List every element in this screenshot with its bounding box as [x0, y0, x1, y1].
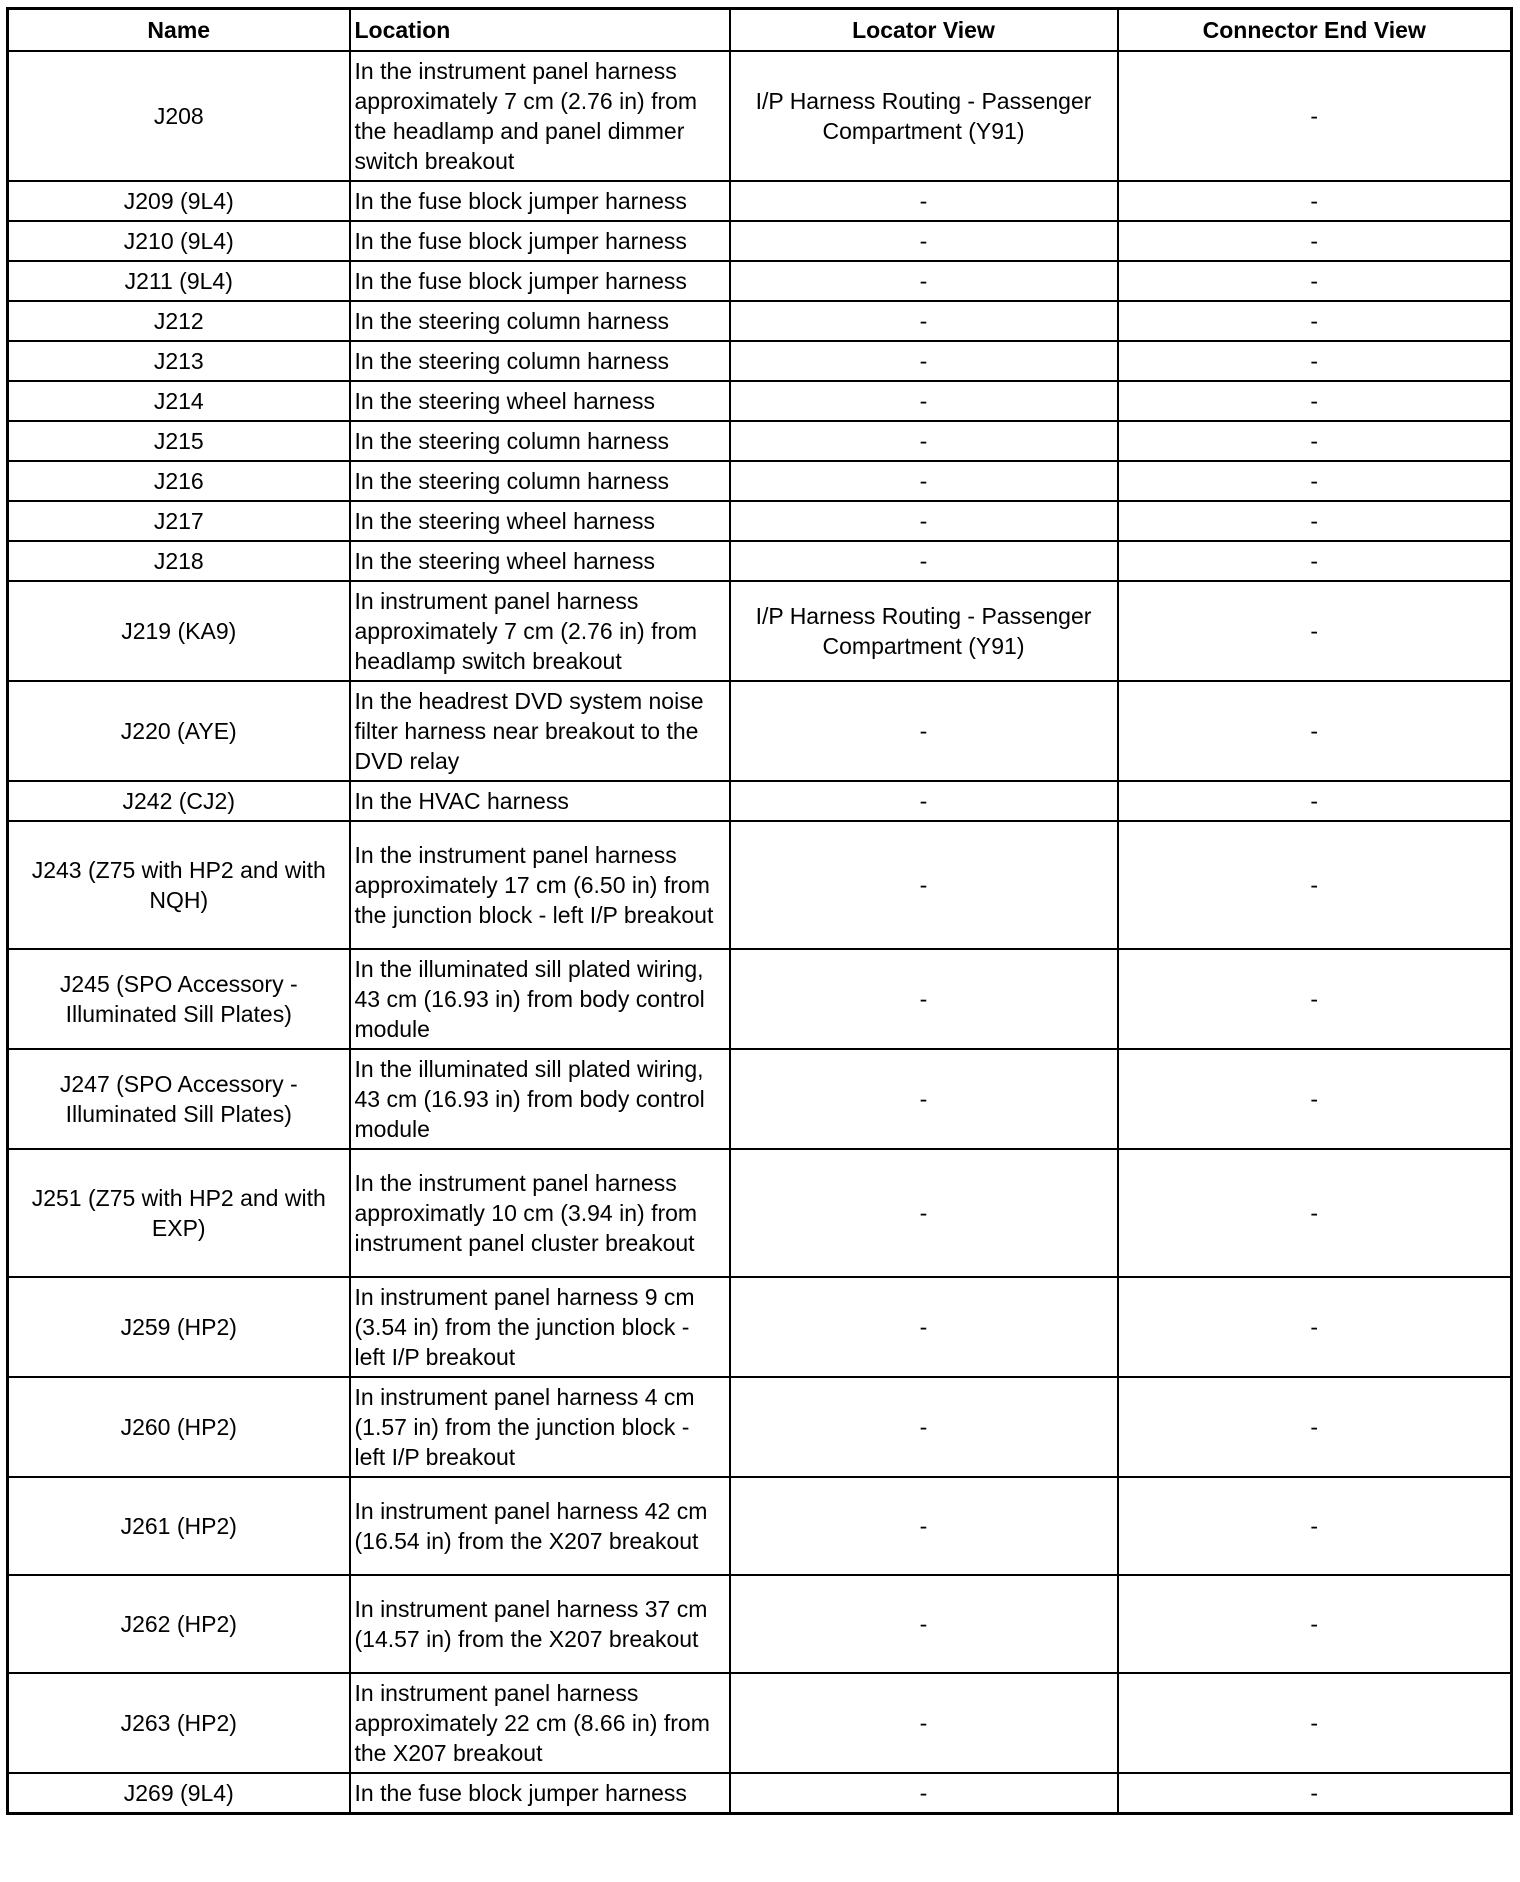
locator-view-cell: -: [730, 949, 1118, 1049]
table-row: [8, 181, 1512, 221]
connector-end-view-cell: -: [1118, 1377, 1512, 1477]
location-cell: In the steering wheel harness: [350, 501, 730, 541]
name-cell: J269 (9L4): [8, 1773, 350, 1814]
locator-view-cell: -: [730, 181, 1118, 221]
location-cell: In the fuse block jumper harness: [350, 261, 730, 301]
connector-end-view-cell: -: [1118, 781, 1512, 821]
connector-end-view-cell: -: [1118, 821, 1512, 949]
locator-view-cell: -: [730, 421, 1118, 461]
location-cell: In the instrument panel harness approximatly 10 cm (3.94 in) from instrument panel cluster breakout: [350, 1149, 730, 1277]
table-row: [8, 681, 1512, 781]
name-cell: J208: [8, 51, 350, 181]
location-cell: In the steering wheel harness: [350, 541, 730, 581]
table-row: [8, 1377, 1512, 1477]
location-cell: In the HVAC harness: [350, 781, 730, 821]
location-cell: In the steering column harness: [350, 421, 730, 461]
table-row: [8, 341, 1512, 381]
name-cell: J242 (CJ2): [8, 781, 350, 821]
locator-view-cell: -: [730, 821, 1118, 949]
locator-view-cell: -: [730, 1575, 1118, 1673]
name-cell: J214: [8, 381, 350, 421]
table-row: [8, 501, 1512, 541]
table-row: [8, 381, 1512, 421]
splice-location-table: [6, 7, 1513, 1815]
name-cell: J247 (SPO Accessory - Illuminated Sill Plates): [8, 1049, 350, 1149]
name-cell: J219 (KA9): [8, 581, 350, 681]
connector-end-view-cell: -: [1118, 949, 1512, 1049]
name-cell: J245 (SPO Accessory - Illuminated Sill Plates): [8, 949, 350, 1049]
locator-view-cell: -: [730, 1277, 1118, 1377]
location-cell: In the steering wheel harness: [350, 381, 730, 421]
name-cell: J211 (9L4): [8, 261, 350, 301]
table-row: [8, 1149, 1512, 1277]
location-cell: In the illuminated sill plated wiring, 43 cm (16.93 in) from body control module: [350, 949, 730, 1049]
table-row: [8, 781, 1512, 821]
header-location: Location: [350, 9, 730, 52]
connector-end-view-cell: -: [1118, 681, 1512, 781]
table-row: [8, 1049, 1512, 1149]
locator-view-cell: -: [730, 781, 1118, 821]
location-cell: In instrument panel harness 4 cm (1.57 in) from the junction block - left I/P breakout: [350, 1377, 730, 1477]
name-cell: J212: [8, 301, 350, 341]
table-row: [8, 1575, 1512, 1673]
connector-end-view-cell: -: [1118, 381, 1512, 421]
name-cell: J218: [8, 541, 350, 581]
name-cell: J217: [8, 501, 350, 541]
locator-view-cell: I/P Harness Routing - Passenger Compartment (Y91): [730, 51, 1118, 181]
header-locator-view: Locator View: [730, 9, 1118, 52]
connector-end-view-cell: -: [1118, 1575, 1512, 1673]
location-cell: In the illuminated sill plated wiring, 43 cm (16.93 in) from body control module: [350, 1049, 730, 1149]
location-cell: In the steering column harness: [350, 301, 730, 341]
locator-view-cell: -: [730, 1773, 1118, 1814]
table-header: [8, 9, 1512, 52]
connector-end-view-cell: -: [1118, 541, 1512, 581]
location-cell: In instrument panel harness approximately 7 cm (2.76 in) from headlamp switch breakout: [350, 581, 730, 681]
connector-end-view-cell: -: [1118, 181, 1512, 221]
location-cell: In the fuse block jumper harness: [350, 221, 730, 261]
connector-end-view-cell: -: [1118, 501, 1512, 541]
location-cell: In instrument panel harness 42 cm (16.54 in) from the X207 breakout: [350, 1477, 730, 1575]
connector-end-view-cell: -: [1118, 421, 1512, 461]
location-cell: In the fuse block jumper harness: [350, 181, 730, 221]
table-row: [8, 1277, 1512, 1377]
connector-end-view-cell: -: [1118, 1477, 1512, 1575]
header-connector-end-view: Connector End View: [1118, 9, 1512, 52]
connector-end-view-cell: -: [1118, 1149, 1512, 1277]
header-row: [8, 9, 1512, 52]
connector-end-view-cell: -: [1118, 221, 1512, 261]
locator-view-cell: -: [730, 681, 1118, 781]
table-row: [8, 221, 1512, 261]
table-row: [8, 581, 1512, 681]
location-cell: In the steering column harness: [350, 461, 730, 501]
locator-view-cell: -: [730, 341, 1118, 381]
table-row: [8, 461, 1512, 501]
locator-view-cell: -: [730, 501, 1118, 541]
name-cell: J243 (Z75 with HP2 and with NQH): [8, 821, 350, 949]
name-cell: J220 (AYE): [8, 681, 350, 781]
table-row: [8, 261, 1512, 301]
name-cell: J263 (HP2): [8, 1673, 350, 1773]
connector-end-view-cell: -: [1118, 461, 1512, 501]
locator-view-cell: -: [730, 1149, 1118, 1277]
name-cell: J262 (HP2): [8, 1575, 350, 1673]
connector-end-view-cell: -: [1118, 581, 1512, 681]
connector-end-view-cell: -: [1118, 1673, 1512, 1773]
locator-view-cell: I/P Harness Routing - Passenger Compartment (Y91): [730, 581, 1118, 681]
connector-end-view-cell: -: [1118, 51, 1512, 181]
name-cell: J209 (9L4): [8, 181, 350, 221]
locator-view-cell: -: [730, 541, 1118, 581]
table-row: [8, 1477, 1512, 1575]
name-cell: J251 (Z75 with HP2 and with EXP): [8, 1149, 350, 1277]
locator-view-cell: -: [730, 1673, 1118, 1773]
location-cell: In the steering column harness: [350, 341, 730, 381]
locator-view-cell: -: [730, 381, 1118, 421]
location-cell: In instrument panel harness 37 cm (14.57 in) from the X207 breakout: [350, 1575, 730, 1673]
locator-view-cell: -: [730, 301, 1118, 341]
table-row: [8, 1673, 1512, 1773]
table-row: [8, 51, 1512, 181]
connector-end-view-cell: -: [1118, 261, 1512, 301]
table-body: [8, 51, 1512, 1814]
locator-view-cell: -: [730, 461, 1118, 501]
connector-end-view-cell: -: [1118, 301, 1512, 341]
table-row: [8, 421, 1512, 461]
table-row: [8, 949, 1512, 1049]
table-row: [8, 541, 1512, 581]
connector-end-view-cell: -: [1118, 1277, 1512, 1377]
location-cell: In instrument panel harness approximately 22 cm (8.66 in) from the X207 breakout: [350, 1673, 730, 1773]
table-row: [8, 821, 1512, 949]
name-cell: J210 (9L4): [8, 221, 350, 261]
locator-view-cell: -: [730, 1049, 1118, 1149]
name-cell: J213: [8, 341, 350, 381]
name-cell: J259 (HP2): [8, 1277, 350, 1377]
table-row: [8, 301, 1512, 341]
location-cell: In instrument panel harness 9 cm (3.54 in) from the junction block - left I/P breakout: [350, 1277, 730, 1377]
table-row: [8, 1773, 1512, 1814]
locator-view-cell: -: [730, 221, 1118, 261]
name-cell: J215: [8, 421, 350, 461]
connector-end-view-cell: -: [1118, 341, 1512, 381]
locator-view-cell: -: [730, 261, 1118, 301]
locator-view-cell: -: [730, 1377, 1118, 1477]
locator-view-cell: -: [730, 1477, 1118, 1575]
header-name: Name: [8, 9, 350, 52]
name-cell: J261 (HP2): [8, 1477, 350, 1575]
connector-end-view-cell: -: [1118, 1773, 1512, 1814]
connector-end-view-cell: -: [1118, 1049, 1512, 1149]
location-cell: In the instrument panel harness approximately 17 cm (6.50 in) from the junction block - left I/P breakout: [350, 821, 730, 949]
location-cell: In the headrest DVD system noise filter harness near breakout to the DVD relay: [350, 681, 730, 781]
location-cell: In the fuse block jumper harness: [350, 1773, 730, 1814]
location-cell: In the instrument panel harness approximately 7 cm (2.76 in) from the headlamp and panel dimmer switch breakout: [350, 51, 730, 181]
name-cell: J216: [8, 461, 350, 501]
name-cell: J260 (HP2): [8, 1377, 350, 1477]
